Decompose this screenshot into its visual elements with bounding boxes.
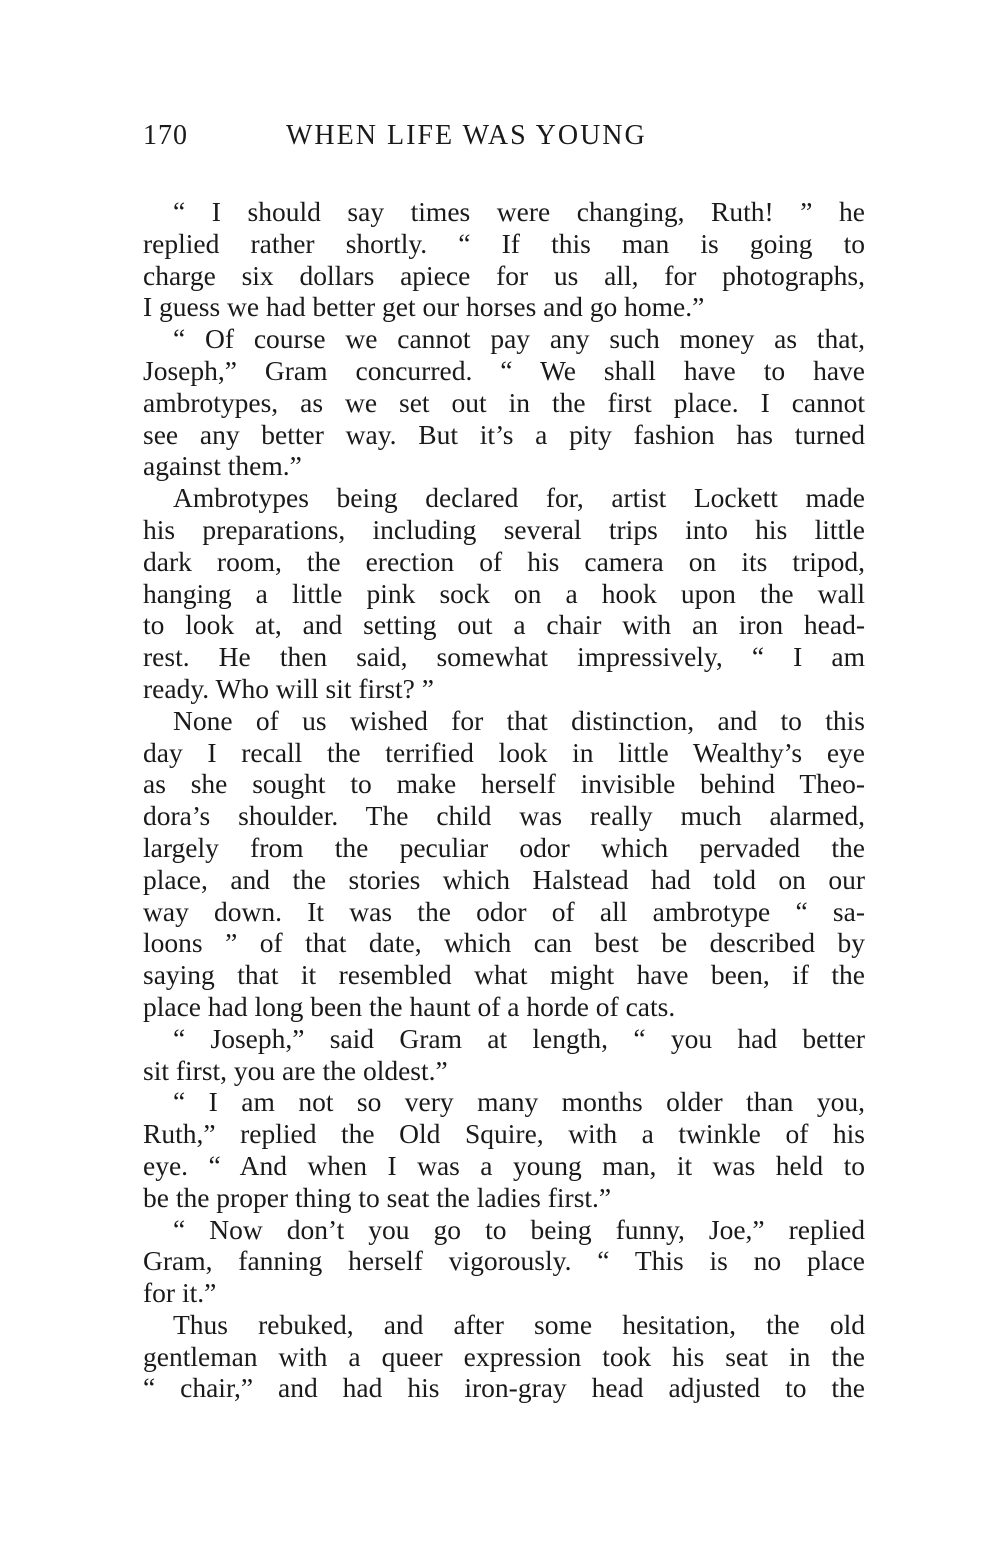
text-line: Ruth,” replied the Old Squire, with a twinkle of his [143,1118,865,1150]
text-line: for it.” [143,1277,217,1309]
body-text [143,196,865,1404]
running-title: WHEN LIFE WAS YOUNG [286,120,647,151]
text-line: day I recall the terrified look in little Wealthy’s eye [143,736,865,768]
text-line: “ Now don’t you go to being funny, Joe,” replied [173,1213,865,1245]
running-head [143,120,863,160]
text-line: as she sought to make herself invisible behind Theo- [143,768,865,800]
text-line: ambrotypes, as we set out in the first place. I cannot [143,386,865,418]
text-line: see any better way. But it’s a pity fashion has turned [143,418,865,450]
text-line: “ I am not so very many months older than you, [173,1086,865,1118]
paragraph [143,1309,865,1404]
text-line: Gram, fanning herself vigorously. “ This is no place [143,1245,865,1277]
text-line: “ Of course we cannot pay any such money as that, [173,323,865,355]
text-line: “ Joseph,” said Gram at length, “ you had better [173,1022,865,1054]
text-line: be the proper thing to seat the ladies first.” [143,1181,612,1213]
paragraph [143,196,865,323]
text-line: saying that it resembled what might have been, if the [143,959,865,991]
text-line: charge six dollars apiece for us all, for photographs, [143,259,865,291]
text-line: to look at, and setting out a chair with an iron head- [143,609,865,641]
text-line: hanging a little pink sock on a hook upon the wall [143,577,865,609]
text-line: Thus rebuked, and after some hesitation, the old [173,1308,865,1340]
text-line: place had long been the haunt of a horde of cats. [143,990,676,1022]
text-line: loons ” of that date, which can best be described by [143,927,865,959]
text-line: Joseph,” Gram concurred. “ We shall have to have [143,354,865,386]
paragraph [143,1023,865,1087]
text-line: “ I should say times were changing, Ruth! ” he [173,196,865,227]
text-line: None of us wished for that distinction, and to this [173,704,865,736]
text-line: replied rather shortly. “ If this man is going to [143,227,865,259]
page-number: 170 [143,120,188,151]
text-line: “ chair,” and had his iron-gray head adjusted to the [143,1372,865,1404]
paragraph [143,323,865,482]
text-line: I guess we had better get our horses and go home.” [143,291,705,323]
text-line: against them.” [143,450,302,482]
text-line: dora’s shoulder. The child was really much alarmed, [143,800,865,832]
text-line: sit first, you are the oldest.” [143,1054,448,1086]
text-line: way down. It was the odor of all ambrotype “ sa- [143,895,865,927]
text-line: eye. “ And when I was a young man, it was held to [143,1149,865,1181]
text-line: his preparations, including several trips into his little [143,513,865,545]
text-line: ready. Who will sit first? ” [143,672,434,704]
text-line: Ambrotypes being declared for, artist Lockett made [173,482,865,514]
paragraph [143,1086,865,1213]
paragraph [143,1214,865,1309]
text-line: dark room, the erection of his camera on its tripod, [143,545,865,577]
text-line: place, and the stories which Halstead had told on our [143,863,865,895]
paragraph [143,705,865,1023]
paragraph [143,482,865,705]
text-line: rest. He then said, somewhat impressively, “ I am [143,641,865,673]
text-line: gentleman with a queer expression took his seat in the [143,1340,865,1372]
text-line: largely from the peculiar odor which pervaded the [143,831,865,863]
